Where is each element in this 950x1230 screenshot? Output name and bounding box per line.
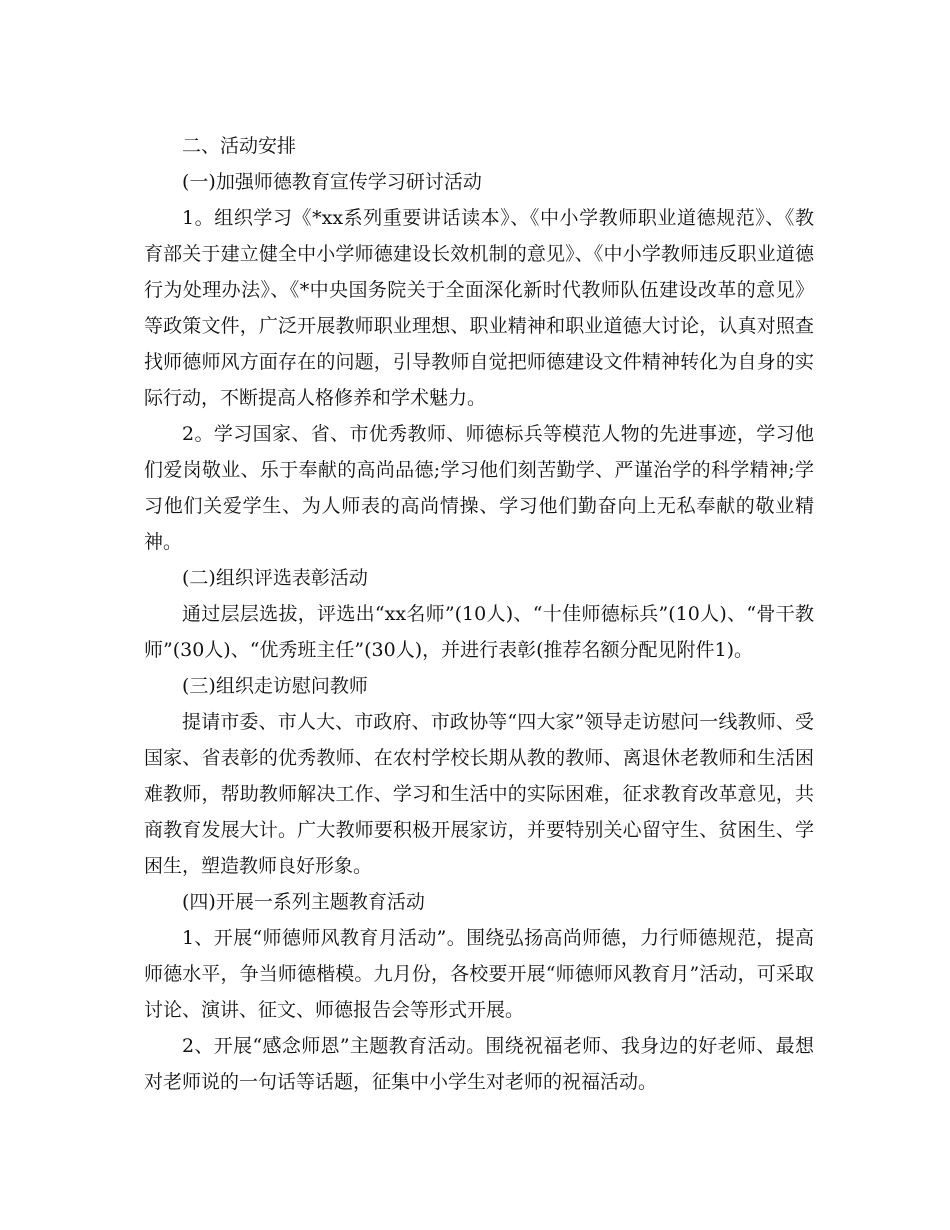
subsection-heading: (四)开展一系列主题教育活动 — [182, 891, 425, 913]
subsection-heading: (三)组织走访慰问教师 — [182, 675, 368, 697]
section-heading: 二、活动安排 — [182, 135, 297, 157]
body-paragraph: 1、开展“师德师风教育月活动”。围绕弘扬高尚师德，力行师德规范，提高师德水平，争当师德楷模。九月份，各校要开展“师德师风教育月”活动，可采取讨论、演讲、征文、师德报告会等形式开展。 — [144, 927, 814, 1021]
subsection-heading: (二)组织评选表彰活动 — [182, 567, 368, 589]
subsection-heading: (一)加强师德教育宣传学习研讨活动 — [182, 171, 482, 193]
document-body — [144, 128, 814, 1100]
body-paragraph: 2。学习国家、省、市优秀教师、师德标兵等模范人物的先进事迹，学习他们爱岗敬业、乐于奉献的高尚品德;学习他们刻苦勤学、严谨治学的科学精神;学习他们关爱学生、为人师表的高尚情操、学习他们勤奋向上无私奉献的敬业精神。 — [144, 423, 814, 553]
body-paragraph: 通过层层选拔，评选出“xx名师”(10人)、“十佳师德标兵”(10人)、“骨干教师”(30人)、“优秀班主任”(30人)，并进行表彰(推荐名额分配见附件1)。 — [144, 603, 814, 661]
body-paragraph: 提请市委、市人大、市政府、市政协等“四大家”领导走访慰问一线教师、受国家、省表彰的优秀教师、在农村学校长期从教的教师、离退休老教师和生活困难教师，帮助教师解决工作、学习和生活中的实际困难，征求教育改革意见，共商教育发展大计。广大教师要积极开展家访，并要特别关心留守生、贫困生、学困生，塑造教师良好形象。 — [144, 711, 814, 877]
body-paragraph: 2、开展“感念师恩”主题教育活动。围绕祝福老师、我身边的好老师、最想对老师说的一句话等话题，征集中小学生对老师的祝福活动。 — [144, 1035, 814, 1093]
body-paragraph: 1。组织学习《*xx系列重要讲话读本》、《中小学教师职业道德规范》、《教育部关于建立健全中小学师德建设长效机制的意见》、《中小学教师违反职业道德行为处理办法》、《*中央国务院关于全面深化新时代教师队伍建设改革的意见》等政策文件，广泛开展教师职业理想、职业精神和职业道德大讨论，认真对照查找师德师风方面存在的问题，引导教师自觉把师德建设文件精神转化为自身的实际行动，不断提高人格修养和学术魅力。 — [144, 207, 814, 409]
